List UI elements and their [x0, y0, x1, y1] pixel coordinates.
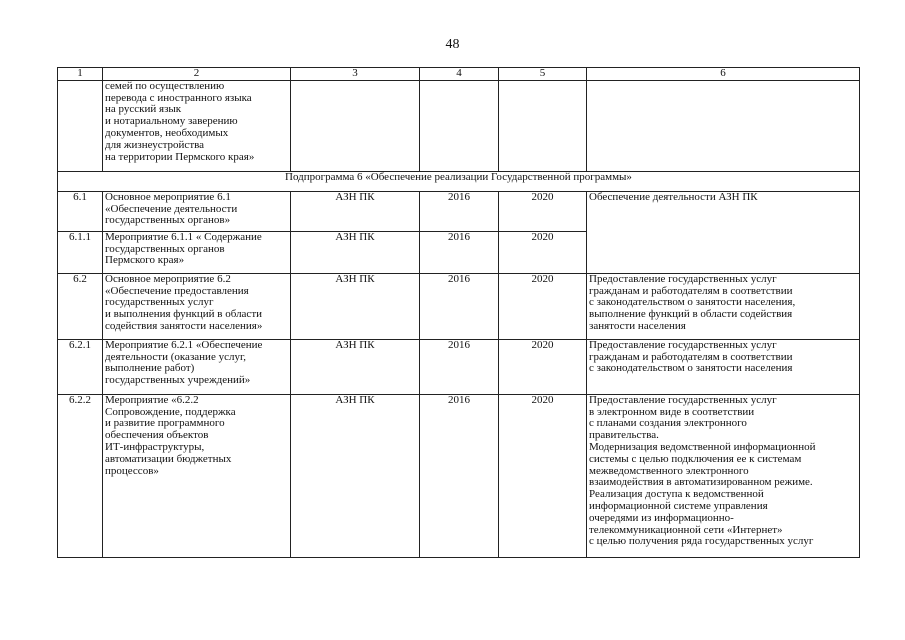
table-row: [58, 191, 860, 231]
table-row: [58, 273, 860, 339]
cell-executor: АЗН ПК: [291, 394, 420, 557]
cell-end: 2020: [499, 394, 587, 557]
cell-number: 6.1: [58, 191, 103, 231]
cell-result: Предоставление государственных услуг в электронном виде в соответствии с планами создания электронного правительства. Модернизация ведомственной информационной системы с целью подключения ее к системам межведомственного электронного взаимодействия в автоматизированном режиме. Реализация доступа к ведомственной информационной системе управления очередями из информационно- телекоммуникационной сети «Интернет» с целью получения ряда государственных услуг: [587, 394, 860, 557]
cell-number: 6.2: [58, 273, 103, 339]
table-row: [58, 80, 860, 171]
cell-executor: АЗН ПК: [291, 339, 420, 394]
cell-start: 2016: [420, 394, 499, 557]
cell-name: Основное мероприятие 6.2 «Обеспечение предоставления государственных услуг и выполнения функций в области содействия занятости населения»: [103, 273, 291, 339]
column-header: 2: [103, 68, 291, 81]
column-header: 3: [291, 68, 420, 81]
cell-end: 2020: [499, 339, 587, 394]
page-number: 48: [445, 37, 460, 52]
cell-result: Предоставление государственных услуг гражданам и работодателям в соответствии с законодательством о занятости населения, выполнение функций в области содействия занятости населения: [587, 273, 860, 339]
cell-end: 2020: [499, 273, 587, 339]
cell-number: 6.2.2: [58, 394, 103, 557]
cell-name: Мероприятие «6.2.2 Сопровождение, поддержка и развитие программного обеспечения объектов ИТ-инфраструктуры, автоматизации бюджетных процессов»: [103, 394, 291, 557]
cell-name: Мероприятие 6.1.1 « Содержание государственных органов Пермского края»: [103, 231, 291, 273]
column-header: 4: [420, 68, 499, 81]
cell-name: Мероприятие 6.2.1 «Обеспечение деятельности (оказание услуг, выполнение работ) государственных учреждений»: [103, 339, 291, 394]
column-header: 5: [499, 68, 587, 81]
cell-end: [499, 80, 587, 171]
subprogram-title: Подпрограмма 6 «Обеспечение реализации Государственной программы»: [58, 171, 860, 191]
cell-start: [420, 80, 499, 171]
cell-end: 2020: [499, 231, 587, 273]
cell-start: 2016: [420, 231, 499, 273]
cell-start: 2016: [420, 273, 499, 339]
cell-number: 6.1.1: [58, 231, 103, 273]
column-header: 1: [58, 68, 103, 81]
cell-number: [58, 80, 103, 171]
table-row: [58, 339, 860, 394]
cell-executor: АЗН ПК: [291, 231, 420, 273]
cell-name: семей по осуществлению перевода с иностранного языка на русский язык и нотариальному заверению документов, необходимых для жизнеустройства на территории Пермского края»: [103, 80, 291, 171]
cell-name: Основное мероприятие 6.1 «Обеспечение деятельности государственных органов»: [103, 191, 291, 231]
program-table: [57, 67, 860, 558]
cell-result: Предоставление государственных услуг гражданам и работодателям в соответствии с законодательством о занятости населения: [587, 339, 860, 394]
table-header-row: [58, 68, 860, 81]
cell-end: 2020: [499, 191, 587, 231]
cell-executor: [291, 80, 420, 171]
cell-result: [587, 80, 860, 171]
cell-number: 6.2.1: [58, 339, 103, 394]
cell-result: Обеспечение деятельности АЗН ПК: [587, 191, 860, 273]
cell-start: 2016: [420, 339, 499, 394]
subprogram-row: [58, 171, 860, 191]
cell-executor: АЗН ПК: [291, 273, 420, 339]
column-header: 6: [587, 68, 860, 81]
cell-executor: АЗН ПК: [291, 191, 420, 231]
cell-start: 2016: [420, 191, 499, 231]
table-row: [58, 394, 860, 557]
